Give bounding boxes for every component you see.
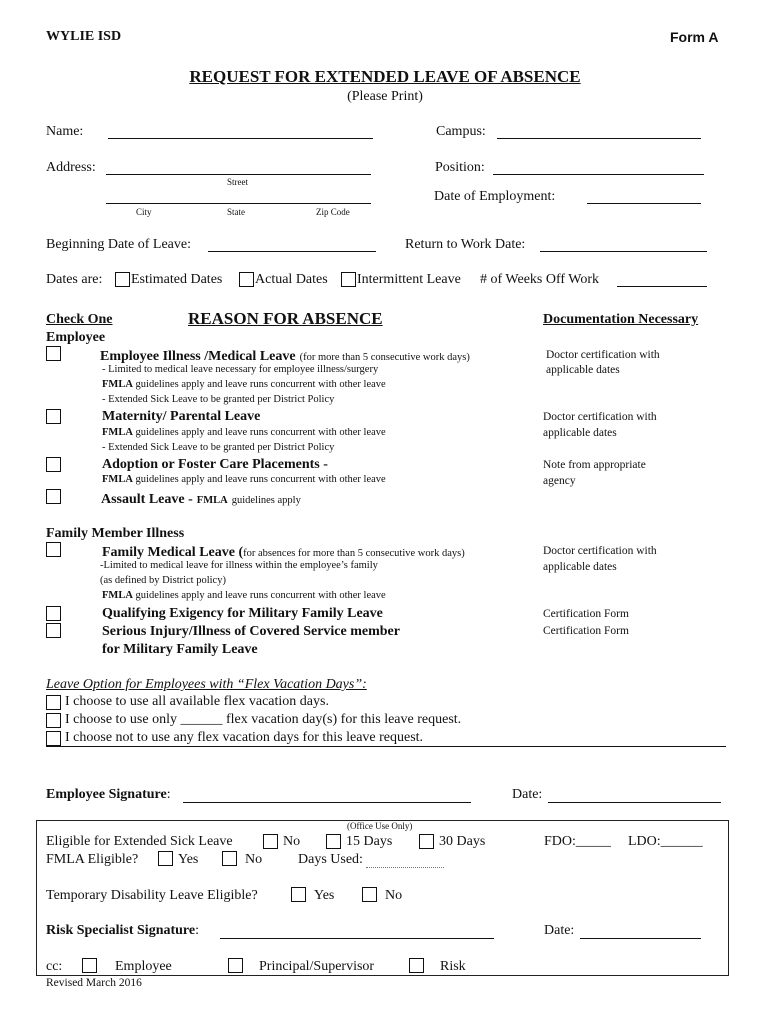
exigency-checkbox[interactable] bbox=[46, 606, 61, 621]
risk-signature-colon: : bbox=[195, 923, 199, 938]
tdl-label: Temporary Disability Leave Eligible? bbox=[46, 888, 258, 903]
maternity-leave-title: Maternity/ Parental Leave bbox=[102, 409, 261, 424]
fmla-tag: FMLA bbox=[102, 590, 133, 601]
flex-option-none-checkbox[interactable] bbox=[46, 731, 61, 746]
intermittent-leave-checkbox[interactable] bbox=[341, 272, 356, 287]
risk-signature-label: Risk Specialist Signature bbox=[46, 923, 196, 938]
exigency-doc: Certification Form bbox=[543, 608, 629, 620]
doc-doctor-line2: applicable dates bbox=[543, 427, 617, 439]
signature-date-label: Date: bbox=[512, 787, 543, 802]
employee-signature-label: Employee Signature bbox=[46, 787, 167, 802]
risk-signature-line[interactable] bbox=[220, 938, 494, 939]
date-of-employment-input-line[interactable] bbox=[587, 203, 701, 204]
fmla-guideline-text: guidelines apply and leave runs concurrent with other leave bbox=[135, 379, 386, 390]
flex-option-some-label: I choose to use only ______ flex vacation day(s) for this leave request. bbox=[65, 712, 462, 727]
sick-30-days-label: 30 Days bbox=[439, 834, 486, 849]
employee-illness-title: Employee Illness /Medical Leave bbox=[100, 349, 296, 364]
begin-date-label: Beginning Date of Leave: bbox=[46, 237, 192, 252]
employee-illness-limit: - Limited to medical leave necessary for employee illness/surgery bbox=[102, 364, 379, 375]
return-date-input-line[interactable] bbox=[540, 251, 707, 252]
family-section-label: Family Member Illness bbox=[46, 526, 185, 541]
fdo-label: FDO:_____ bbox=[544, 834, 611, 849]
family-medical-checkbox[interactable] bbox=[46, 542, 61, 557]
serious-injury-checkbox[interactable] bbox=[46, 623, 61, 638]
fmla-no-checkbox[interactable] bbox=[222, 851, 237, 866]
tdl-yes-checkbox[interactable] bbox=[291, 887, 306, 902]
district-name: WYLIE ISD bbox=[46, 29, 122, 44]
exigency-title: Qualifying Exigency for Military Family Leave bbox=[102, 606, 383, 621]
cc-principal-checkbox[interactable] bbox=[228, 958, 243, 973]
actual-dates-checkbox[interactable] bbox=[239, 272, 254, 287]
adoption-title: Adoption or Foster Care Placements - bbox=[102, 457, 328, 472]
name-label: Name: bbox=[46, 124, 84, 139]
risk-date-line[interactable] bbox=[580, 938, 701, 939]
cc-employee-checkbox[interactable] bbox=[82, 958, 97, 973]
serious-injury-doc: Certification Form bbox=[543, 625, 629, 637]
office-use-label: (Office Use Only) bbox=[347, 821, 413, 831]
sick-leave-policy: - Extended Sick Leave to be granted per District Policy bbox=[102, 394, 335, 405]
city-state-zip-input-line[interactable] bbox=[106, 203, 371, 204]
tdl-no-checkbox[interactable] bbox=[362, 887, 377, 902]
fmla-guideline-text: guidelines apply and leave runs concurrent with other leave bbox=[135, 590, 386, 601]
estimated-dates-label: Estimated Dates bbox=[131, 272, 223, 287]
flex-option-none-label: I choose not to use any flex vacation days for this leave request. bbox=[65, 730, 424, 745]
doc-doctor-line2: applicable dates bbox=[543, 561, 617, 573]
campus-label: Campus: bbox=[436, 124, 486, 139]
doc-note-line1: Note from appropriate bbox=[543, 459, 646, 471]
adoption-checkbox[interactable] bbox=[46, 457, 61, 472]
maternity-leave-checkbox[interactable] bbox=[46, 409, 61, 424]
begin-date-input-line[interactable] bbox=[208, 251, 376, 252]
ldo-label: LDO:______ bbox=[628, 834, 703, 849]
estimated-dates-checkbox[interactable] bbox=[115, 272, 130, 287]
doc-doctor-line1: Doctor certification with bbox=[543, 545, 657, 557]
form-label: Form A bbox=[670, 29, 719, 45]
intermittent-leave-label: Intermittent Leave bbox=[357, 272, 461, 287]
family-medical-policy: (as defined by District policy) bbox=[100, 575, 226, 586]
employee-illness-note: (for more than 5 consecutive work days) bbox=[299, 352, 470, 363]
flex-option-some-checkbox[interactable] bbox=[46, 713, 61, 728]
cc-employee-label: Employee bbox=[115, 959, 172, 974]
employee-section-label: Employee bbox=[46, 330, 106, 345]
fmla-tag: FMLA bbox=[196, 495, 228, 506]
sick-30-days-checkbox[interactable] bbox=[419, 834, 434, 849]
signature-date-line[interactable] bbox=[548, 802, 721, 803]
doc-doctor-line1: Doctor certification with bbox=[546, 349, 660, 361]
dates-are-label: Dates are: bbox=[46, 272, 103, 287]
reason-heading: REASON FOR ABSENCE bbox=[188, 309, 383, 328]
street-caption: Street bbox=[227, 177, 248, 187]
sick-leave-policy: - Extended Sick Leave to be granted per District Policy bbox=[102, 442, 335, 453]
flex-option-all-checkbox[interactable] bbox=[46, 695, 61, 710]
family-medical-limit: -Limited to medical leave for illness within the employee’s family bbox=[100, 560, 378, 571]
tdl-yes-label: Yes bbox=[314, 888, 335, 903]
flex-heading: Leave Option for Employees with “Flex Vacation Days”: bbox=[46, 677, 367, 692]
sick-no-checkbox[interactable] bbox=[263, 834, 278, 849]
sick-15-days-checkbox[interactable] bbox=[326, 834, 341, 849]
zip-caption: Zip Code bbox=[316, 207, 350, 217]
flex-divider bbox=[46, 746, 726, 747]
doc-doctor-line1: Doctor certification with bbox=[543, 411, 657, 423]
sick-no-label: No bbox=[283, 834, 301, 849]
revised-date: Revised March 2016 bbox=[46, 977, 142, 989]
fmla-eligible-label: FMLA Eligible? bbox=[46, 852, 139, 867]
actual-dates-label: Actual Dates bbox=[255, 272, 328, 287]
eligible-sick-label: Eligible for Extended Sick Leave bbox=[46, 834, 233, 849]
doc-note-line2: agency bbox=[543, 475, 576, 487]
doc-doctor-line2: applicable dates bbox=[546, 364, 620, 376]
cc-risk-label: Risk bbox=[440, 959, 466, 974]
cc-risk-checkbox[interactable] bbox=[409, 958, 424, 973]
position-input-line[interactable] bbox=[493, 174, 704, 175]
days-used-label: Days Used: bbox=[298, 852, 363, 867]
assault-leave-title: Assault Leave - bbox=[101, 492, 193, 507]
fmla-no-label: No bbox=[245, 852, 263, 867]
address-label: Address: bbox=[46, 160, 96, 175]
weeks-off-label: # of Weeks Off Work bbox=[480, 272, 600, 287]
check-one-heading: Check One bbox=[46, 312, 113, 327]
fmla-guideline-text: guidelines apply and leave runs concurrent with other leave bbox=[135, 427, 386, 438]
documentation-heading: Documentation Necessary bbox=[543, 312, 699, 327]
fmla-tag: FMLA bbox=[102, 379, 133, 390]
assault-guideline-text: guidelines apply bbox=[231, 495, 301, 506]
days-used-line[interactable] bbox=[366, 867, 444, 868]
cc-label: cc: bbox=[46, 959, 63, 974]
employee-signature-line[interactable] bbox=[183, 802, 471, 803]
fmla-guideline-text: guidelines apply and leave runs concurrent with other leave bbox=[135, 474, 386, 485]
name-input-line[interactable] bbox=[108, 138, 373, 139]
weeks-off-input-line[interactable] bbox=[617, 286, 707, 287]
employee-signature-colon: : bbox=[166, 787, 171, 802]
campus-input-line[interactable] bbox=[497, 138, 701, 139]
employee-illness-checkbox[interactable] bbox=[46, 346, 61, 361]
fmla-tag: FMLA bbox=[102, 474, 133, 485]
serious-injury-title: Serious Injury/Illness of Covered Service member bbox=[102, 624, 400, 639]
city-caption: City bbox=[136, 207, 152, 217]
family-medical-note: for absences for more than 5 consecutive work days) bbox=[243, 548, 465, 559]
risk-date-label: Date: bbox=[544, 923, 575, 938]
state-caption: State bbox=[227, 207, 245, 217]
fmla-tag: FMLA bbox=[102, 427, 133, 438]
date-of-employment-label: Date of Employment: bbox=[434, 189, 556, 204]
assault-leave-checkbox[interactable] bbox=[46, 489, 61, 504]
tdl-no-label: No bbox=[385, 888, 403, 903]
position-label: Position: bbox=[435, 160, 485, 175]
street-input-line[interactable] bbox=[106, 174, 371, 175]
fmla-yes-checkbox[interactable] bbox=[158, 851, 173, 866]
return-date-label: Return to Work Date: bbox=[405, 237, 526, 252]
cc-principal-label: Principal/Supervisor bbox=[259, 959, 375, 974]
page-title: REQUEST FOR EXTENDED LEAVE OF ABSENCE bbox=[189, 67, 581, 86]
serious-injury-title-2: for Military Family Leave bbox=[102, 642, 258, 657]
page-subtitle: (Please Print) bbox=[347, 89, 423, 104]
sick-15-days-label: 15 Days bbox=[346, 834, 393, 849]
flex-option-all-label: I choose to use all available flex vacation days. bbox=[65, 694, 329, 709]
fmla-yes-label: Yes bbox=[178, 852, 199, 867]
family-medical-title: Family Medical Leave ( bbox=[102, 545, 244, 560]
